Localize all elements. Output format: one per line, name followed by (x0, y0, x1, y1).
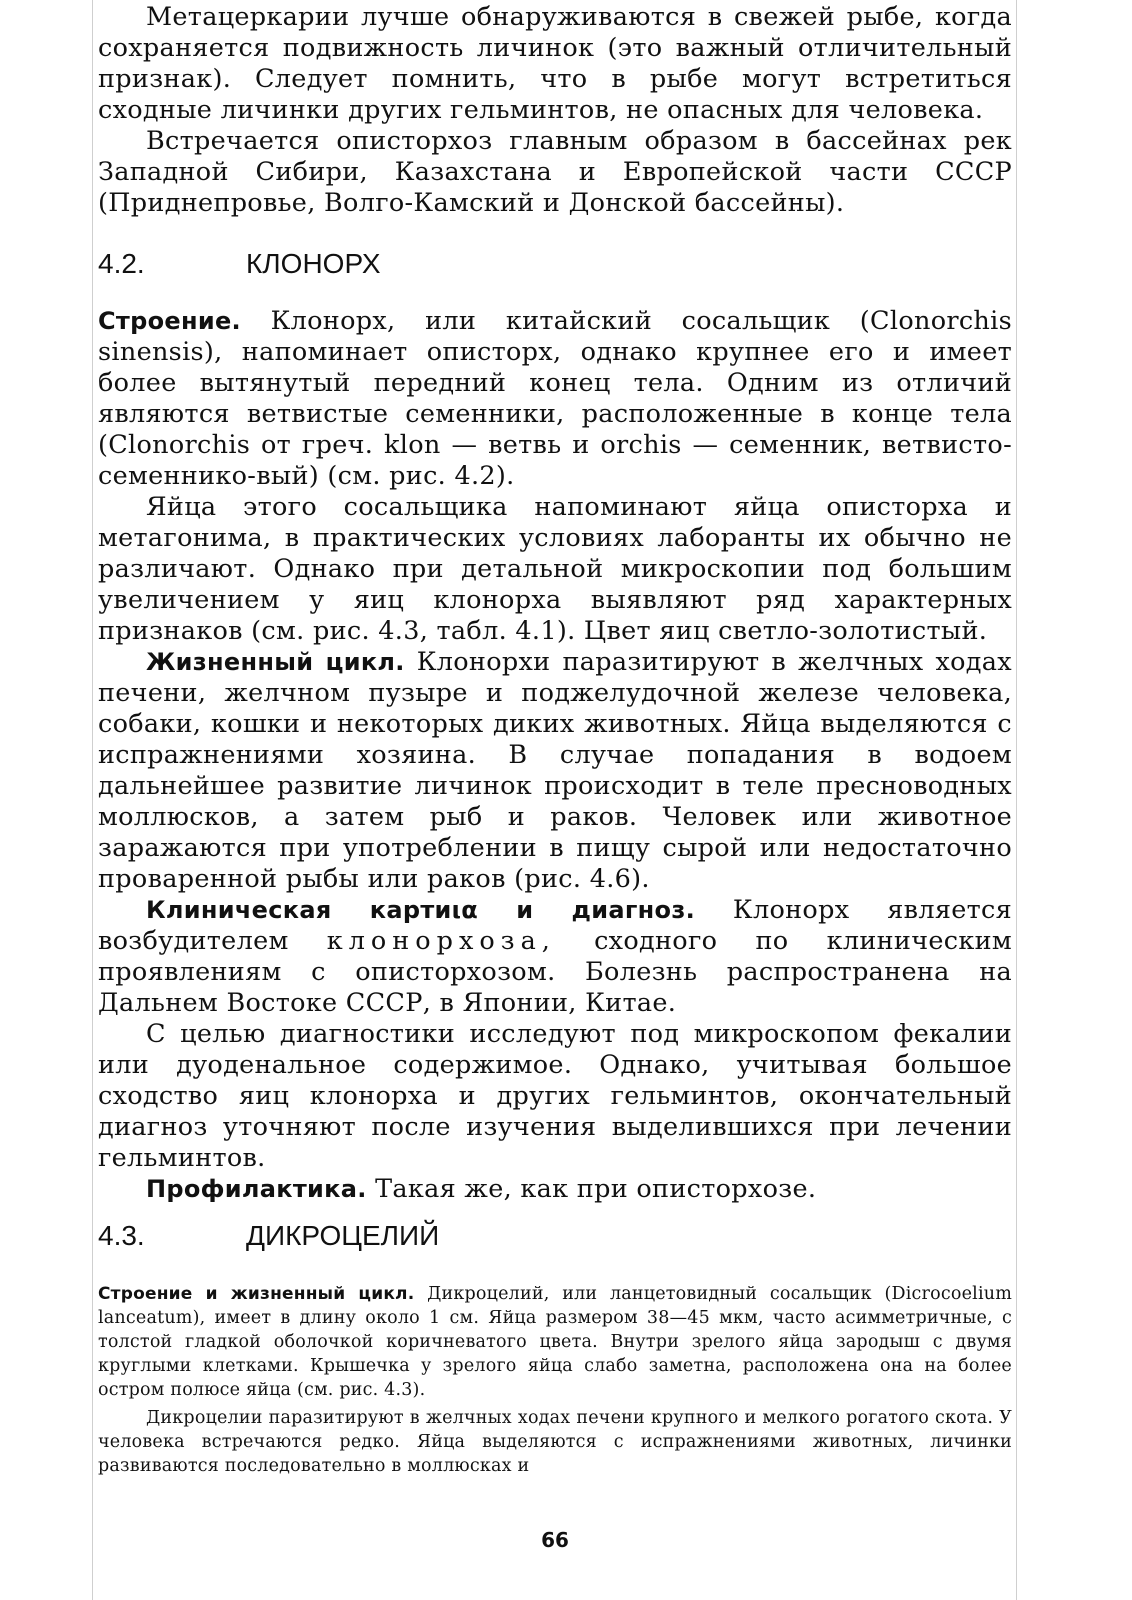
page-number: 66 (541, 1528, 569, 1552)
paragraph-dicrocoelium-hosts: Дикроцелии паразитируют в желчных ходах печени крупного и мелкого рогатого скота. У человека встречаются редко. Яйца выделяются с испражнениями животных, личинки развиваются последовательно в моллюсках и (98, 1408, 1012, 1476)
run-in-heading: Профилактика. (146, 1175, 367, 1203)
run-in-heading: Строение. (98, 307, 241, 335)
paragraph-text: Такая же, как при описторхозе. (366, 1174, 817, 1204)
run-in-heading: Строение и жизненный цикл. (98, 1284, 415, 1304)
spaced-term: клонорхоза, (326, 926, 556, 956)
paragraph-distribution: Встречается описторхоз главным образом в бассейнах рек Западной Сибири, Казахстана и Европейской части СССР (Приднепровье, Волго-Камский и Донской бассейны). (98, 126, 1012, 218)
paragraph-diagnosis: С целью диагностики исследуют под микроскопом фекалии или дуоденальное содержимое. Однако, учитывая большое сходство яиц клонорха и других гельминтов, окончательный диагноз уточняют после изучения выделившихся при лечении гельминтов. (98, 1019, 1012, 1173)
paragraph-structure (98, 306, 1012, 492)
paragraph-prevention (98, 1174, 1012, 1205)
paragraph-clinical (98, 895, 1012, 1019)
section-4-2-body (98, 306, 1012, 1205)
section-number: 4.2. (98, 248, 145, 279)
paragraph-text: Клонорх является возбудителем (98, 895, 1012, 956)
paragraph-eggs: Яйца этого сосальщика напоминают яйца описторха и метагонима, в практических условиях лаборанты их обычно не различают. Однако при детальной микроскопии под большим увеличением у яиц клонорха выявляют ряд характерных признаков (см. рис. 4.3, табл. 4.1). Цвет яиц светло-золотистый. (98, 492, 1012, 646)
section-number: 4.3. (98, 1220, 145, 1251)
run-in-heading: Жизненный цикл. (146, 648, 405, 676)
opening-block (98, 2, 1012, 219)
paragraph-text: Клонорхи паразитируют в желчных ходах печени, желчном пузыре и поджелудочной железе человека, собаки, кошки и некоторых диких животных. Яйца выделяются с испражнениями хозяина. В случае попадания в водоем дальнейшее развитие личинок происходит в теле пресноводных моллюсков, а затем рыб и раков. Человек или животное заражаются при употреблении в пищу сырой или недостаточно проваренной рыбы или раков (рис. 4.6). (98, 647, 1012, 894)
section-title: ДИКРОЦЕЛИЙ (246, 1220, 440, 1251)
paragraph-text: Дикроцелий, или ланцетовидный сосальщик (Dicrocoelium lanceatum), имеет в длину около 1 см. Яйца размером 38—45 мкм, часто асимметричные, с толстой гладкой оболочкой коричневатого цвета. Внутри зрелого яйца зародыш с двумя круглыми клетками. Крышечка у зрелого яйца слабо заметна, расположена она на более остром полюсе яйца (см. рис. 4.3). (98, 1284, 1013, 1400)
paragraph-text: Клонорх, или китайский сосальщик (Clonorchis sinensis), напоминает описторх, однако крупнее его и имеет более вытянутый передний конец тела. Одним из отличий являются ветвистые семенники, расположенные в конце тела (Clonorchis от греч. klon — ветвь и orchis — семенник, ветвисто-семеннико-вый) (см. рис. 4.2). (98, 306, 1012, 491)
section-heading-4-2 (98, 248, 381, 280)
paragraph-text: сходного по клиническим проявлениям с описторхозом. Болезнь распространена на Дальнем Востоке СССР, в Японии, Китае. (98, 926, 1013, 1018)
page-edge-left (92, 0, 93, 1600)
paragraph-dicrocoelium-structure (98, 1282, 1012, 1402)
run-in-heading: Клиническая картиια и диагноз. (146, 896, 696, 924)
paragraph-lifecycle (98, 647, 1012, 895)
page-edge-right (1016, 0, 1017, 1600)
section-4-3-body (98, 1282, 1012, 1478)
section-title: КЛОНОРХ (246, 248, 381, 279)
paragraph-metacercariae: Метацеркарии лучше обнаруживаются в свежей рыбе, когда сохраняется подвижность личинок (это важный отличительный признак). Следует помнить, что в рыбе могут встретиться сходные личинки других гельминтов, не опасных для человека. (98, 2, 1012, 125)
section-heading-4-3 (98, 1220, 439, 1252)
